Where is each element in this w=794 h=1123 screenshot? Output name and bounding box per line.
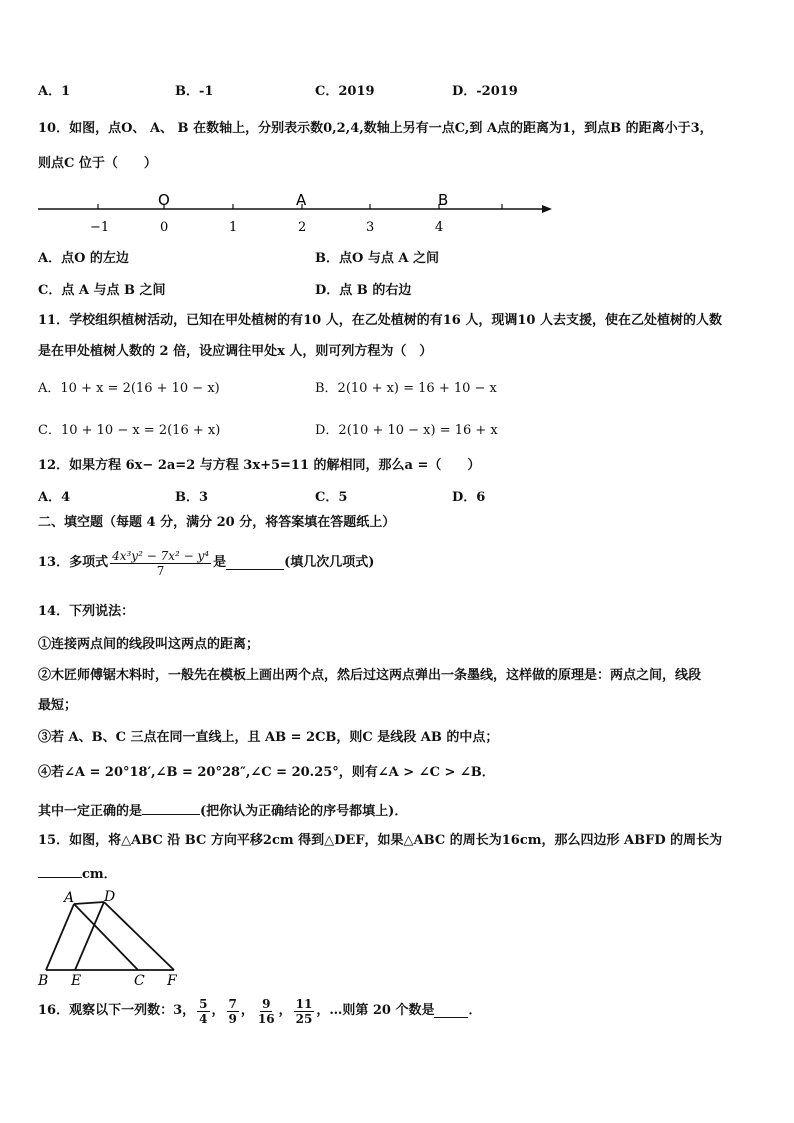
fraction-denominator: 25 [295,1011,313,1026]
q14-item-3: ③若 A、B、C 三点在同一直线上，且 AB = 2CB，则C 是线段 AB 的中点； [38,730,499,745]
q10-option-c: C．点 A 与点 B 之间 [38,283,166,298]
section-heading: 二、填空题（每题 4 分，满分 20 分，将答案填在答题纸上） [38,515,396,530]
q11-question-line2: 是在甲处植树人数的 2 倍，设应调往甲处x 人，则可列方程为（ ） [38,344,433,359]
fraction-numerator: 5 [199,996,208,1011]
q16-fraction [197,997,209,1026]
q15-question-line1: 15．如图，将△ABC 沿 BC 方向平移2cm 得到△DEF，如果△ABC 的周长为16cm，那么四边形 ABFD 的周长为 [38,833,723,848]
q12-option-a: A．4 [38,490,71,505]
q14-conclusion [38,801,407,821]
q12-option-b: B．3 [175,490,209,505]
q13-tail: (填几次几项式) [284,555,375,570]
q13-answer-blank[interactable] [226,556,284,570]
axis-tick-label: 3 [366,220,375,235]
q16-fraction [227,997,239,1026]
fraction-denominator: 4 [199,1011,208,1026]
q14-conclusion-suffix: (把你认为正确结论的序号都填上)． [200,804,408,819]
q16-answer-blank[interactable] [434,1004,468,1018]
axis-letter-b: B [438,191,449,209]
vertex-label-d: D [104,889,116,905]
vertex-label-e: E [71,973,82,989]
q13-question [38,546,374,580]
q13-denominator: 7 [156,563,165,578]
q16-separator: ， [278,1003,292,1018]
q9-option-d: D．-2019 [452,84,518,99]
axis-tick-label: 1 [229,220,238,235]
q15-unit: cm． [82,867,117,882]
axis-tick-label: 4 [435,220,444,235]
q11-option-a: A．10 + x = 2(16 + 10 − x) [38,381,220,396]
q16-question [38,994,481,1028]
q14-item-4: ④若∠A = 20°18′,∠B = 20°28″,∠C = 20.25°，则有∠A > ∠C > ∠B． [38,765,495,780]
q11-question-line1: 11．学校组织植树活动，已知在甲处植树的有10 人，在乙处植树的有16 人，现调10 人去支援，使在乙处植树的人数 [38,313,722,328]
axis-tick-label: 0 [160,220,169,235]
q14-item-2-cont: 最短； [38,698,78,713]
q16-separator: ， [211,1003,225,1018]
q11-option-d: D．2(10 + 10 − x) = 16 + x [315,423,498,438]
q16-suffix: ，…则第 20 个数是 [316,1003,435,1018]
q13-numerator: 4x³y² − 7x² − y⁴ [112,548,210,563]
q9-option-b: B．-1 [175,84,214,99]
q12-option-c: C．5 [315,490,348,505]
q9-option-c: C．2019 [315,84,375,99]
axis-tick-label: −1 [90,220,110,235]
q11-option-c: C．10 + 10 − x = 2(16 + x) [38,423,221,438]
fraction-denominator: 16 [257,1011,275,1026]
vertex-label-c: C [134,973,145,989]
q15-question-line2 [38,864,117,884]
fraction-numerator: 11 [295,996,313,1011]
q9-option-a: A．1 [38,84,71,99]
vertex-label-f: F [167,973,177,989]
q14-conclusion-prefix: 其中一定正确的是 [38,804,143,819]
q16-prefix: 16．观察以下一列数：3， [38,1003,196,1018]
vertex-label-a: A [64,890,75,906]
q11-option-b: B．2(10 + x) = 16 + 10 − x [315,381,497,396]
vertex-label-b: B [38,973,49,989]
q10-question-line1: 10．如图，点O、 A、 B 在数轴上，分别表示数0,2,4,数轴上另有一点C,到 A点的距离为1，到点B 的距离小于3， [38,121,713,136]
q10-option-d: D．点 B 的右边 [315,283,412,298]
translation-triangle-figure [34,888,184,990]
q13-fraction [110,549,211,578]
fraction-numerator: 7 [228,996,237,1011]
fraction-numerator: 9 [262,996,271,1011]
fraction-denominator: 9 [228,1011,237,1026]
axis-letter-o: O [158,191,170,209]
q16-separator: ， [240,1003,254,1018]
q12-question: 12．如果方程 6x− 2a=2 与方程 3x+5=11 的解相同，那么a =（ ） [38,458,481,473]
q16-fraction [256,997,277,1026]
axis-letter-a: A [296,191,307,209]
q10-option-b: B．点O 与点 A 之间 [315,251,439,266]
q10-question-line2: 则点C 位于（ ） [38,156,157,171]
q13-suffix: 是 [213,555,227,570]
q14-item-2: ②木匠师傅锯木料时，一般先在模板上画出两个点，然后过这两点弹出一条墨线，这样做的原理是：两点之间，线段 [38,668,702,683]
q16-end: ． [468,1003,482,1018]
q13-prefix: 13．多项式 [38,555,109,570]
q14-item-1: ①连接两点间的线段叫这两点的距离； [38,637,260,652]
q15-answer-blank[interactable] [38,864,82,878]
q14-title: 14．下列说法： [38,604,135,619]
q16-fraction [294,997,315,1026]
number-line-figure [36,188,556,236]
q10-option-a: A．点O 的左边 [38,251,129,266]
q12-option-d: D．6 [452,490,486,505]
axis-tick-label: 2 [298,220,307,235]
q14-answer-blank[interactable] [142,801,200,815]
